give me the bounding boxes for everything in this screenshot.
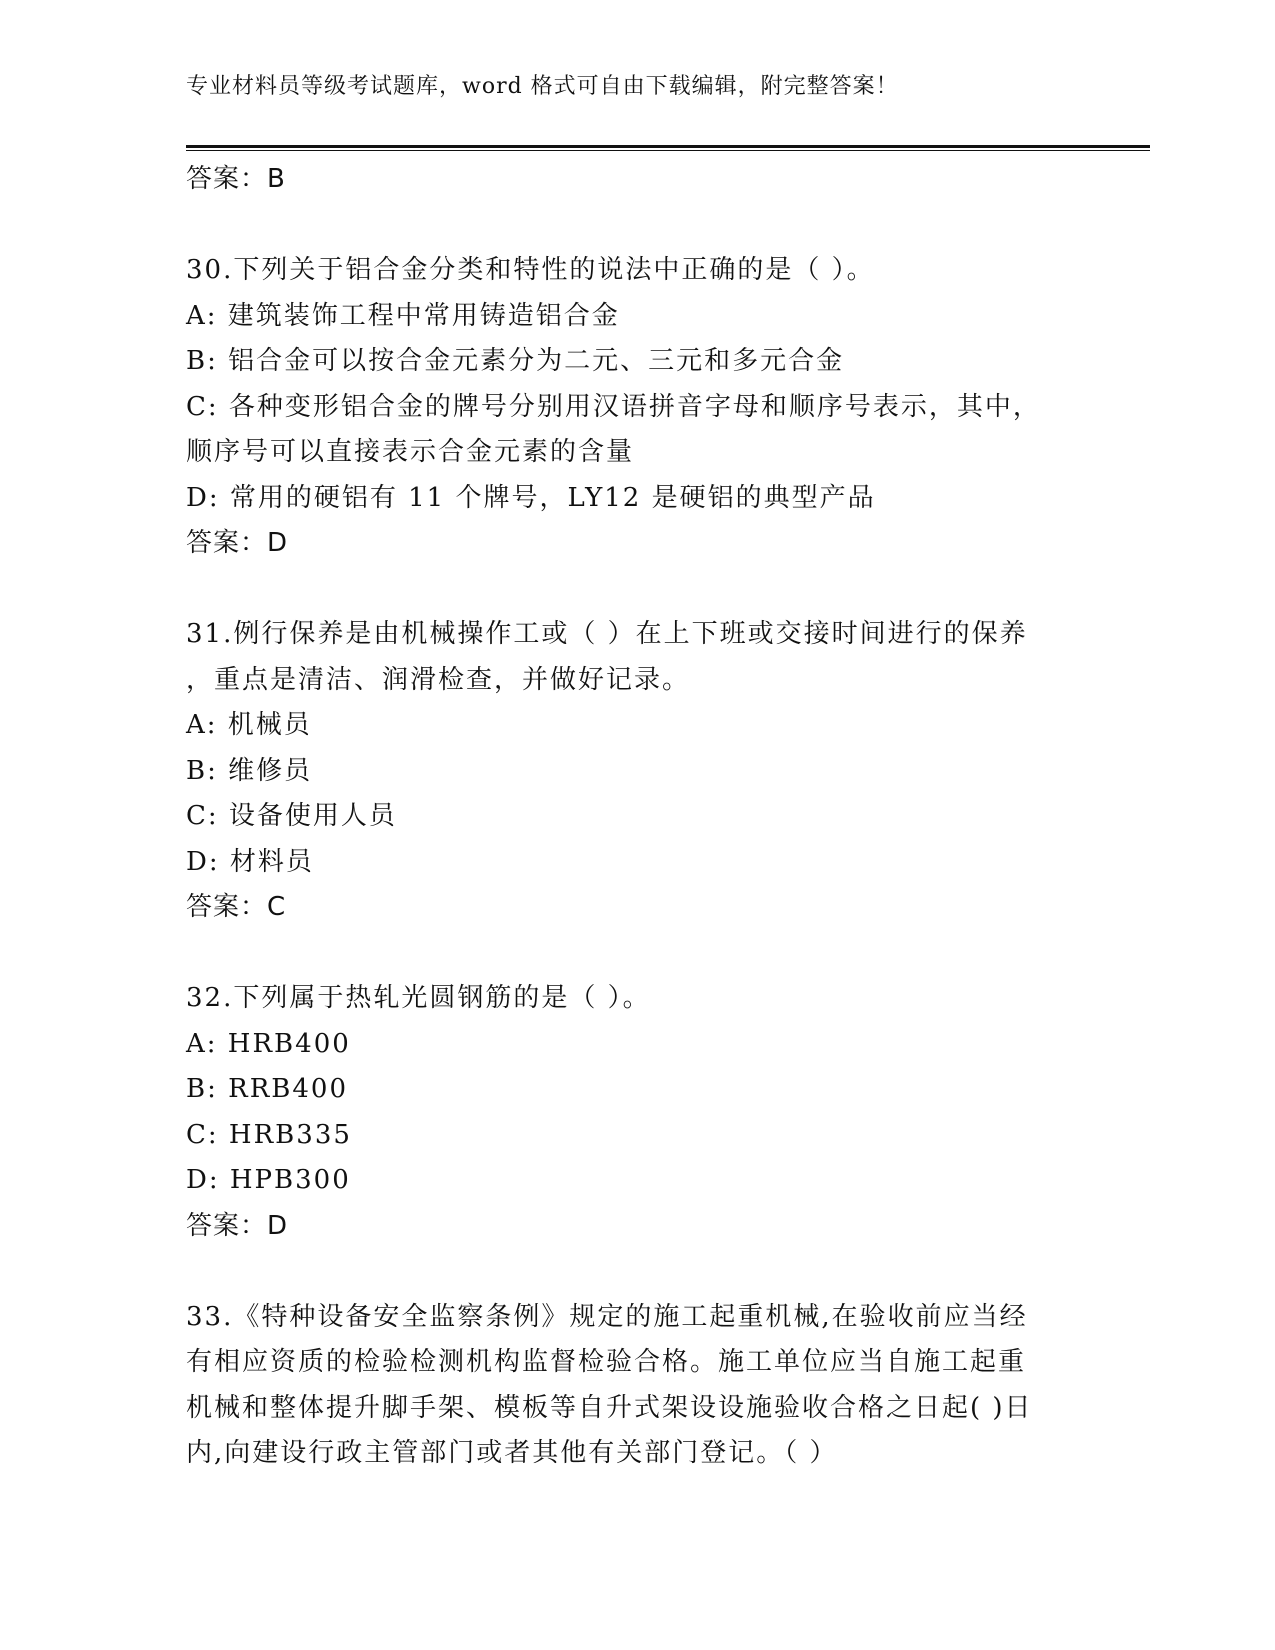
question-stem: 30.下列关于铝合金分类和特性的说法中正确的是（ ）。 [186,255,875,285]
question-stem: 33.《特种设备安全监察条例》规定的施工起重机械,在验收前应当经 [186,1301,1028,1332]
option-d: D: 常用的硬铝有 11 个牌号，LY12 是硬铝的典型产品 [186,482,876,513]
answer: 答案：C [186,892,287,922]
option-b: B: 铝合金可以按合金元素分为二元、三元和多元合金 [186,346,845,376]
question-stem-continued: ，重点是清洁、润滑检查，并做好记录。 [186,664,691,695]
question-stem-continued: 机械和整体提升脚手架、模板等自升式架设设施验收合格之日起( )日 [186,1392,1033,1423]
question-stem-continued: 有相应资质的检验检测机构监督检验合格。施工单位应当自施工起重 [186,1347,1027,1377]
option-c: C: 各种变形铝合金的牌号分别用汉语拼音字母和顺序号表示，其中， [186,391,1041,422]
answer: 答案：D [186,1210,289,1241]
spacer [186,203,1086,249]
question-30 [186,248,1086,567]
option-c: C: HRB335 [186,1119,352,1150]
question-list [186,157,1086,1477]
question-32 [186,976,1086,1249]
option-c: C: 设备使用人员 [186,801,397,831]
question-33 [186,1295,1086,1477]
spacer [186,567,1086,613]
previous-answer: 答案：B [186,164,286,194]
option-a: A: 建筑装饰工程中常用铸造铝合金 [186,300,620,331]
question-stem-continued: 内,向建设行政主管部门或者其他有关部门登记。（ ） [186,1438,838,1468]
option-b: B: RRB400 [186,1074,349,1104]
answer: 答案：D [186,528,289,558]
question-31 [186,612,1086,931]
question-stem: 32.下列属于热轧光圆钢筋的是（ ）。 [186,983,651,1013]
option-a: A: 机械员 [186,710,312,740]
option-c-continued: 顺序号可以直接表示合金元素的含量 [186,437,635,467]
header-rule-thin [186,150,1150,151]
option-d: D: 材料员 [186,846,314,877]
header-rule-thick [186,145,1150,148]
option-b: B: 维修员 [186,755,313,786]
spacer [186,1249,1086,1295]
spacer [186,931,1086,977]
option-a: A: HRB400 [186,1028,351,1059]
option-d: D: HPB300 [186,1165,351,1195]
page-header: 专业材料员等级考试题库，word 格式可自由下载编辑，附完整答案！ [186,74,899,99]
question-stem: 31.例行保养是由机械操作工或（ ）在上下班或交接时间进行的保养 [186,619,1028,649]
